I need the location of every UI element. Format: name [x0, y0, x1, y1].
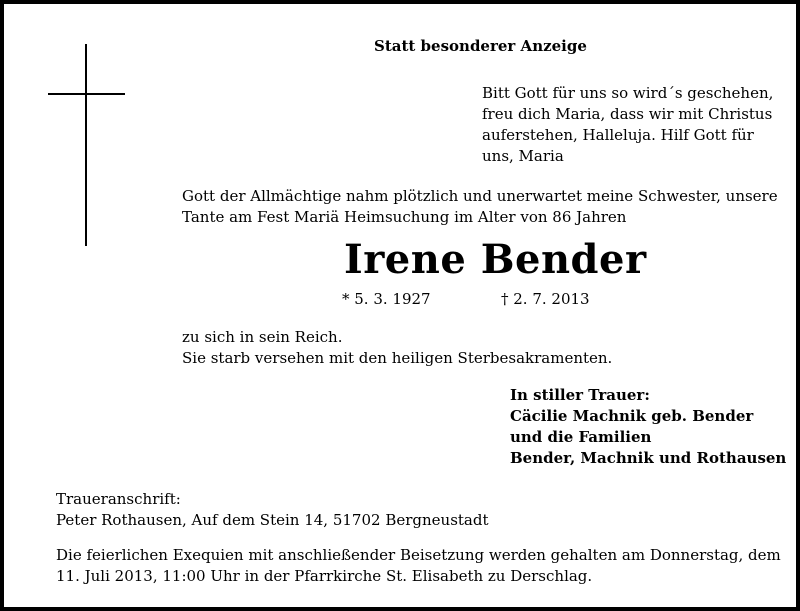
- bible-verse: [482, 83, 773, 167]
- address-label: Traueranschrift:: [56, 490, 181, 508]
- after-line: Sie starb versehen mit den heiligen Sterbesakramenten.: [182, 349, 613, 367]
- mourners-line: und die Familien: [510, 428, 652, 446]
- funeral-service-info: [56, 545, 781, 587]
- intro-text: [182, 186, 778, 228]
- verse-line: auferstehen, Halleluja. Hilf Gott für: [482, 126, 754, 144]
- birth-date: * 5. 3. 1927: [342, 290, 431, 308]
- deceased-name: Irene Bender: [344, 236, 647, 283]
- cross-icon-bar: [48, 93, 125, 95]
- verse-line: freu dich Maria, dass wir mit Christus: [482, 105, 773, 123]
- mourners-line: Bender, Machnik und Rothausen: [510, 449, 787, 467]
- mourners-block: [510, 385, 786, 469]
- after-text: [182, 327, 612, 369]
- mourning-address: [56, 489, 489, 531]
- after-line: zu sich in sein Reich.: [182, 328, 343, 346]
- address-line: Peter Rothausen, Auf dem Stein 14, 51702 Bergneustadt: [56, 511, 489, 529]
- notice-heading: Statt besonderer Anzeige: [374, 37, 587, 55]
- mourners-line: Cäcilie Machnik geb. Bender: [510, 407, 754, 425]
- service-line: 11. Juli 2013, 11:00 Uhr in der Pfarrkirche St. Elisabeth zu Derschlag.: [56, 567, 593, 585]
- service-line: Die feierlichen Exequien mit anschließender Beisetzung werden gehalten am Donnerstag, dem: [56, 546, 781, 564]
- cross-icon: [85, 44, 87, 246]
- intro-line: Tante am Fest Mariä Heimsuchung im Alter von 86 Jahren: [182, 208, 627, 226]
- death-date: † 2. 7. 2013: [501, 290, 590, 308]
- verse-line: uns, Maria: [482, 147, 564, 165]
- intro-line: Gott der Allmächtige nahm plötzlich und unerwartet meine Schwester, unsere: [182, 187, 778, 205]
- verse-line: Bitt Gott für uns so wird´s geschehen,: [482, 84, 774, 102]
- mourners-line: In stiller Trauer:: [510, 386, 650, 404]
